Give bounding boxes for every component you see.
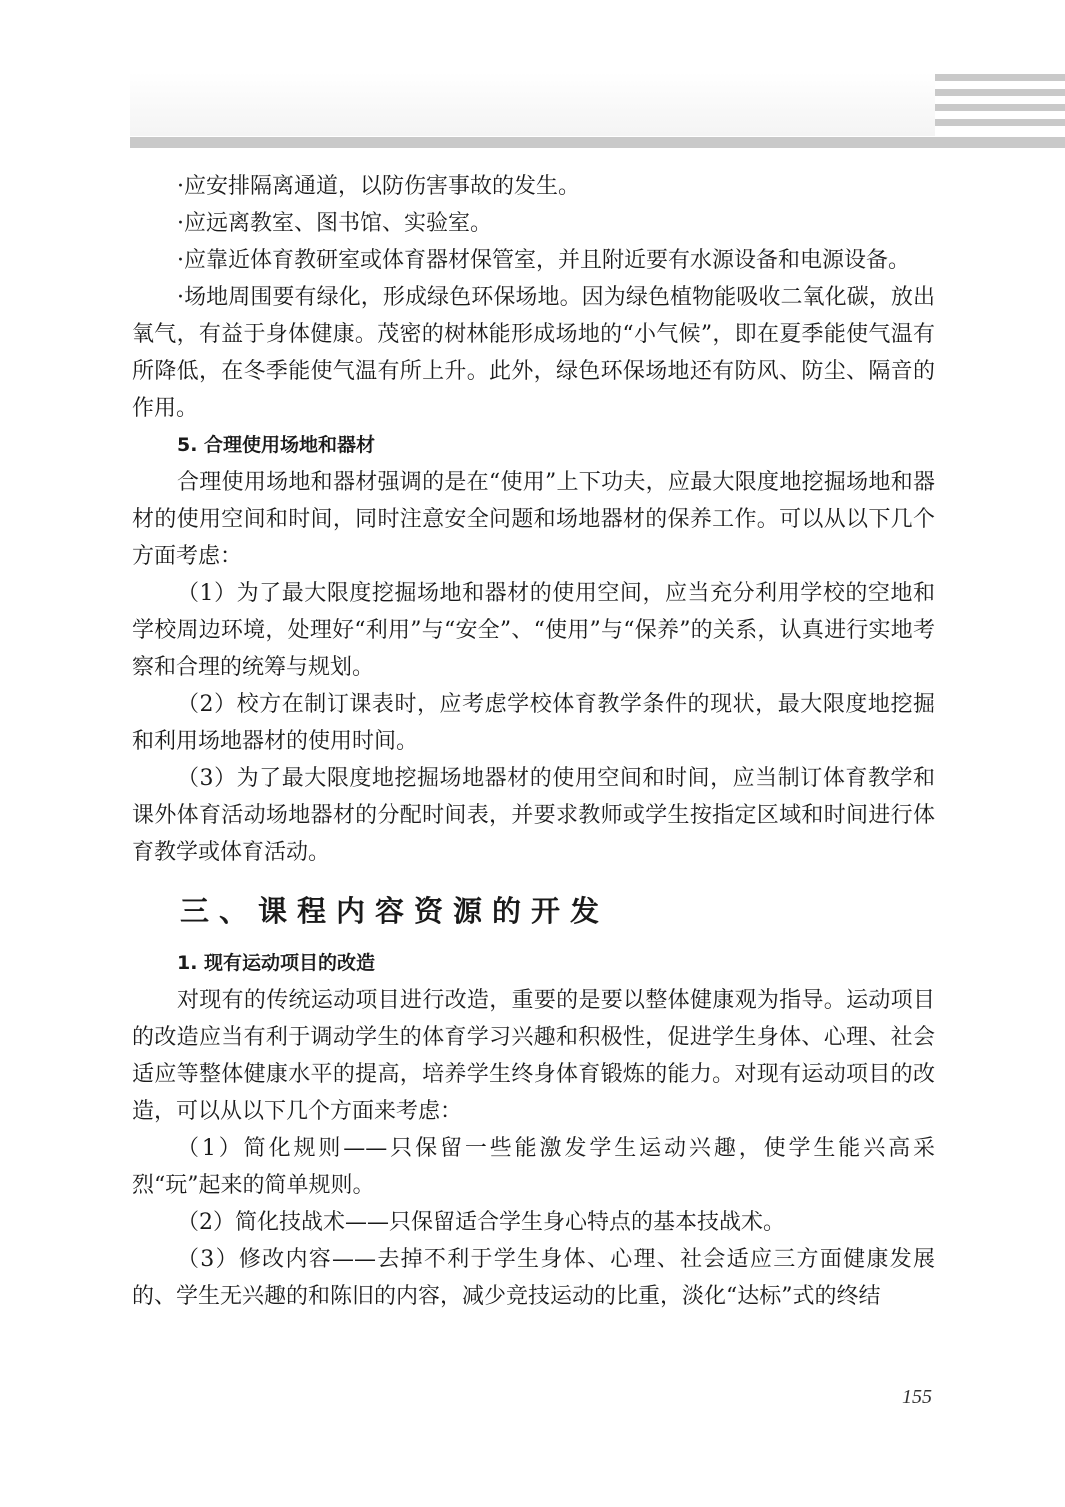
page-content [132, 168, 935, 1315]
bullet-paragraph: ·应远离教室、图书馆、实验室。 [177, 211, 492, 236]
section-title: 三、课程内容资源的开发 [180, 894, 610, 928]
paragraph: 对现有的传统运动项目进行改造，重要的是要以整体健康观为指导。运动项目的改造应当有利于调动学生的体育学习兴趣和积极性，促进学生身体、心理、社会适应等整体健康水平的提高，培养学生终身体育锻炼的能力。对现有运动项目的改造，可以从以下几个方面来考虑： [132, 988, 935, 1124]
subsection-heading: 5. 合理使用场地和器材 [177, 434, 376, 456]
page-number: 155 [902, 1386, 932, 1408]
numbered-paragraph: （2）校方在制订课表时，应考虑学校体育教学条件的现状，最大限度地挖掘和利用场地器材的使用时间。 [132, 692, 935, 754]
numbered-paragraph: （3）修改内容——去掉不利于学生身体、心理、社会适应三方面健康发展的、学生无兴趣的和陈旧的内容，减少竞技运动的比重，淡化“达标”式的终结 [132, 1247, 935, 1309]
bullet-paragraph: ·应安排隔离通道，以防伤害事故的发生。 [177, 174, 580, 199]
paragraph: 合理使用场地和器材强调的是在“使用”上下功夫，应最大限度地挖掘场地和器材的使用空间和时间，同时注意安全问题和场地器材的保养工作。可以从以下几个方面考虑： [132, 470, 935, 569]
bullet-paragraph: ·应靠近体育教研室或体育器材保管室，并且附近要有水源设备和电源设备。 [177, 248, 910, 273]
subsection-heading: 1. 现有运动项目的改造 [177, 952, 376, 974]
header-rule [130, 137, 1065, 148]
numbered-paragraph: （3）为了最大限度地挖掘场地器材的使用空间和时间，应当制订体育教学和课外体育活动场地器材的分配时间表，并要求教师或学生按指定区域和时间进行体育教学或体育活动。 [132, 766, 935, 865]
header-stripes [935, 74, 1065, 134]
bullet-paragraph: ·场地周围要有绿化，形成绿色环保场地。因为绿色植物能吸收二氧化碳，放出氧气，有益于身体健康。茂密的树林能形成场地的“小气候”，即在夏季能使气温有所降低，在冬季能使气温有所上升。此外，绿色环保场地还有防风、防尘、隔音的作用。 [132, 285, 935, 421]
numbered-paragraph: （2）简化技战术——只保留适合学生身心特点的基本技战术。 [177, 1210, 785, 1235]
header-band [130, 72, 935, 136]
numbered-paragraph: （1）简化规则——只保留一些能激发学生运动兴趣，使学生能兴高采烈“玩”起来的简单规则。 [132, 1136, 935, 1198]
numbered-paragraph: （1）为了最大限度挖掘场地和器材的使用空间，应当充分利用学校的空地和学校周边环境，处理好“利用”与“安全”、“使用”与“保养”的关系，认真进行实地考察和合理的统筹与规划。 [132, 581, 935, 680]
